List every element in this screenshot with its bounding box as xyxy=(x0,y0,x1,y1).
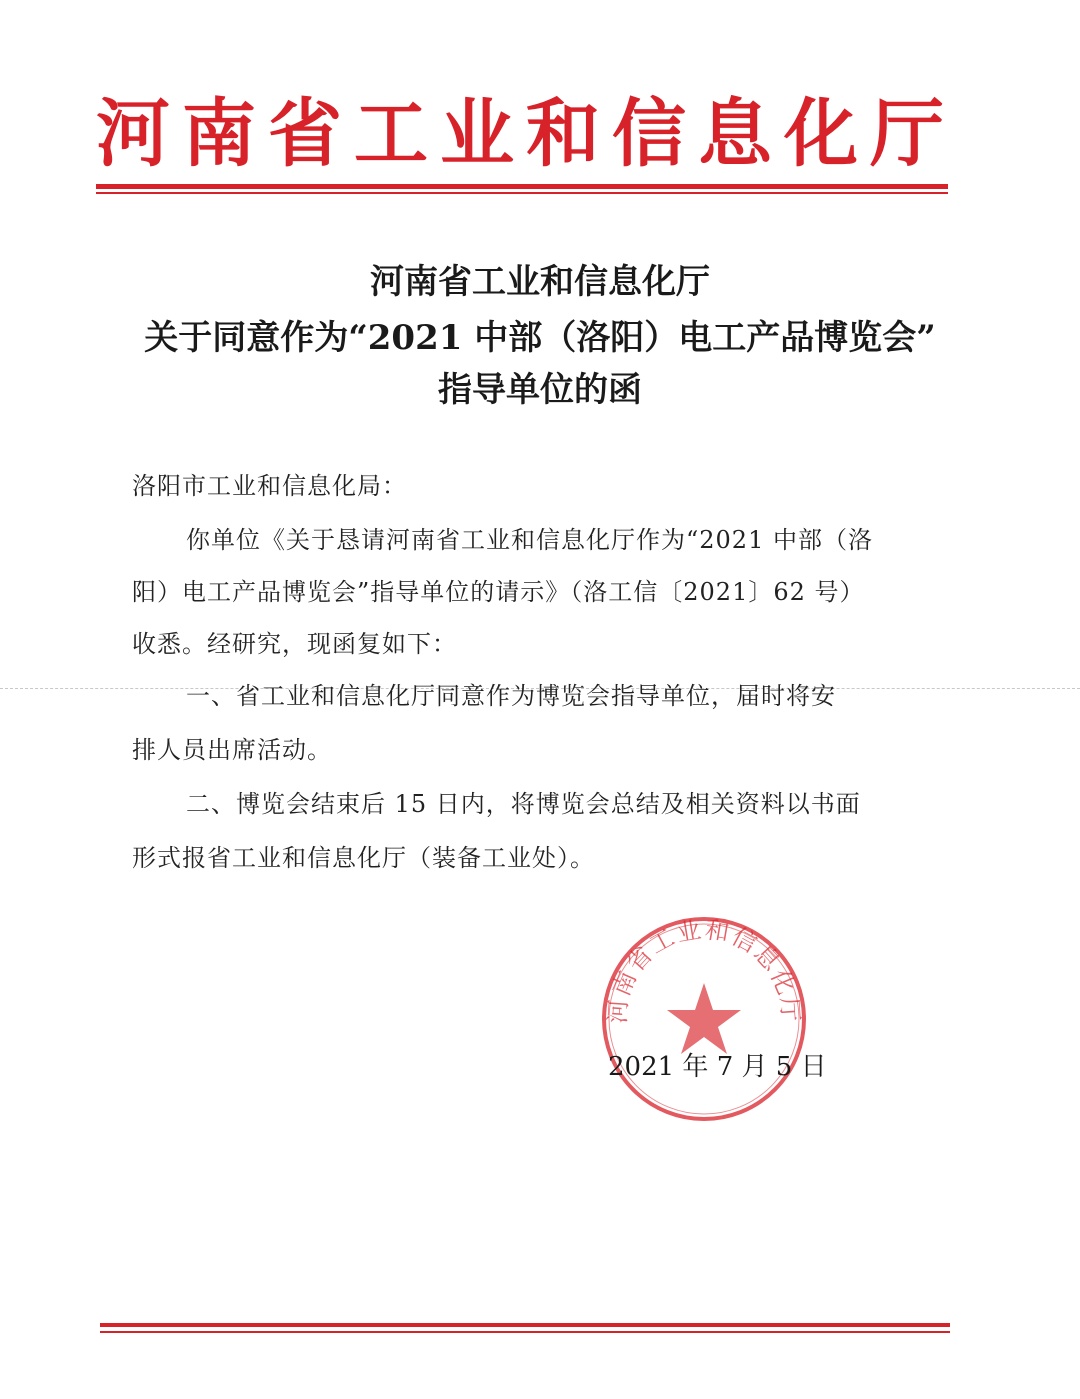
recipient-line: 洛阳市工业和信息化局： xyxy=(132,472,407,500)
paragraph-1-line-3: 收悉。经研究，现函复如下： xyxy=(132,630,457,658)
document-title-line-3: 指导单位的函 xyxy=(438,370,642,410)
star-icon xyxy=(667,983,741,1054)
item-1-line-1: 一、省工业和信息化厅同意作为博览会指导单位，届时将安 xyxy=(186,682,836,710)
paragraph-1-line-2: 阳）电工产品博览会”指导单位的请示》（洛工信〔2021〕62 号） xyxy=(132,578,865,606)
item-2-line-2: 形式报省工业和信息化厅（装备工业处）。 xyxy=(132,844,595,872)
letterhead-rule-thick xyxy=(96,184,948,189)
item-2-line-1: 二、博览会结束后 15 日内，将博览会总结及相关资料以书面 xyxy=(186,790,861,818)
document-title-line-1: 河南省工业和信息化厅 xyxy=(370,262,710,302)
document-title-line-2: 关于同意作为“2021 中部（洛阳）电工产品博览会” xyxy=(144,318,936,358)
item-1-line-2: 排人员出席活动。 xyxy=(132,736,332,764)
letterhead-title: 河南省工业和信息化厅 xyxy=(96,91,956,177)
seal-text: 河南省工业和信息化厅 xyxy=(603,915,805,1025)
official-seal xyxy=(600,915,808,1123)
letterhead-rule-thin xyxy=(96,192,948,194)
footer-rule-thick xyxy=(100,1323,950,1327)
signature-date: 2021 年 7 月 5 日 xyxy=(608,1052,827,1082)
footer-rule-thin xyxy=(100,1331,950,1333)
paragraph-1-line-1: 你单位《关于恳请河南省工业和信息化厅作为“2021 中部（洛 xyxy=(186,526,873,554)
